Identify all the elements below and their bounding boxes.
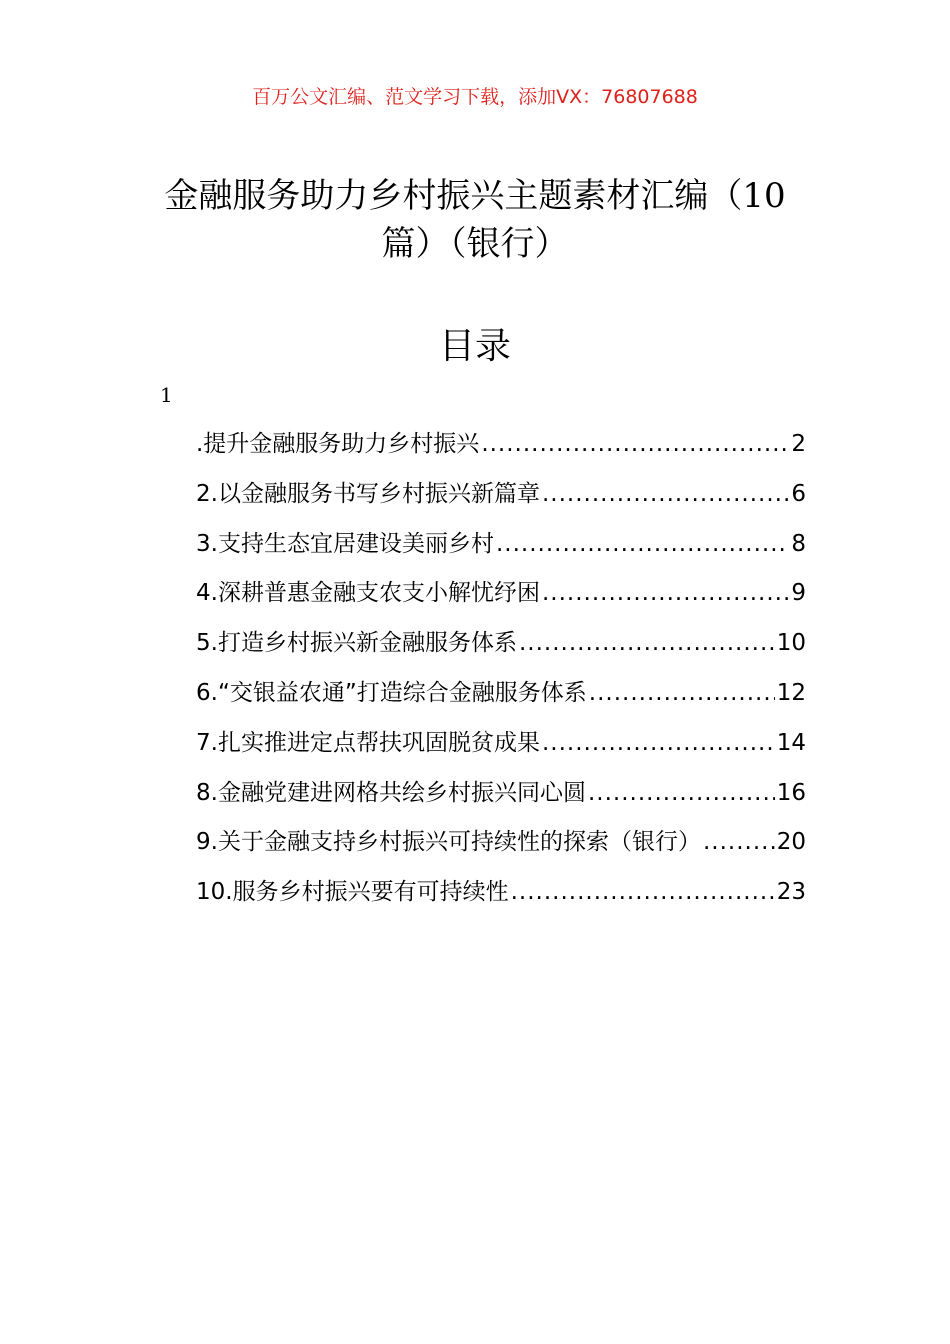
toc-leader-dots [542, 474, 789, 514]
toc-entry[interactable] [196, 424, 806, 474]
toc-entry-page: 6 [791, 480, 806, 507]
toc-leader-dots [542, 723, 775, 763]
title-count: 10 [742, 176, 786, 216]
toc-entry-title: 9.关于金融支持乡村振兴可持续性的探索（银行） [196, 829, 701, 856]
toc-entry-page: 16 [776, 779, 806, 806]
toc-entry[interactable] [196, 872, 806, 922]
toc-entry-title: 10.服务乡村振兴要有可持续性 [196, 879, 509, 906]
stray-number: 1 [160, 383, 173, 407]
toc-leader-dots [496, 524, 789, 564]
toc-entry-page: 23 [776, 879, 806, 906]
toc-entry[interactable] [196, 773, 806, 823]
toc-leader-dots [481, 424, 789, 464]
document-title [140, 172, 810, 268]
toc-leader-dots [588, 773, 775, 813]
toc-entry-title: 4.深耕普惠金融支农支小解忧纾困 [196, 580, 540, 607]
toc-entry-title: 2.以金融服务书写乡村振兴新篇章 [196, 480, 540, 507]
toc-entry-page: 20 [776, 829, 806, 856]
table-of-contents [196, 424, 806, 922]
toc-entry-title: 7.扎实推进定点帮扶巩固脱贫成果 [196, 729, 540, 756]
toc-leader-dots [703, 822, 775, 862]
watermark-banner: 百万公文汇编、范文学习下载，添加VX：76807688 [252, 86, 698, 108]
toc-entry-page: 9 [791, 580, 806, 607]
toc-entry[interactable] [196, 623, 806, 673]
toc-entry[interactable] [196, 673, 806, 723]
toc-heading: 目录 [438, 326, 511, 367]
title-line-1: 金融服务助力乡村振兴主题素材汇编（ [164, 176, 743, 216]
toc-entry-title: .提升金融服务助力乡村振兴 [196, 431, 480, 457]
toc-leader-dots [542, 573, 789, 613]
toc-leader-dots [589, 673, 775, 713]
toc-entry-page: 12 [776, 679, 806, 706]
toc-entry[interactable] [196, 822, 806, 872]
toc-leader-dots [519, 623, 775, 663]
toc-entry-title: 3.支持生态宜居建设美丽乡村 [196, 530, 494, 557]
toc-entry-title: 6.“交银益农通”打造综合金融服务体系 [196, 679, 587, 706]
toc-entry[interactable] [196, 524, 806, 574]
toc-leader-dots [511, 872, 775, 912]
toc-entry[interactable] [196, 474, 806, 524]
toc-entry-title: 5.打造乡村振兴新金融服务体系 [196, 630, 517, 657]
toc-entry-title: 8.金融党建进网格共绘乡村振兴同心圆 [196, 779, 586, 806]
toc-entry-page: 2 [791, 431, 806, 457]
toc-entry[interactable] [196, 573, 806, 623]
title-line-2: 篇）（银行） [381, 224, 569, 264]
toc-entry[interactable] [196, 723, 806, 773]
toc-entry-page: 8 [791, 530, 806, 557]
toc-entry-page: 14 [776, 729, 806, 756]
toc-entry-page: 10 [776, 630, 806, 657]
